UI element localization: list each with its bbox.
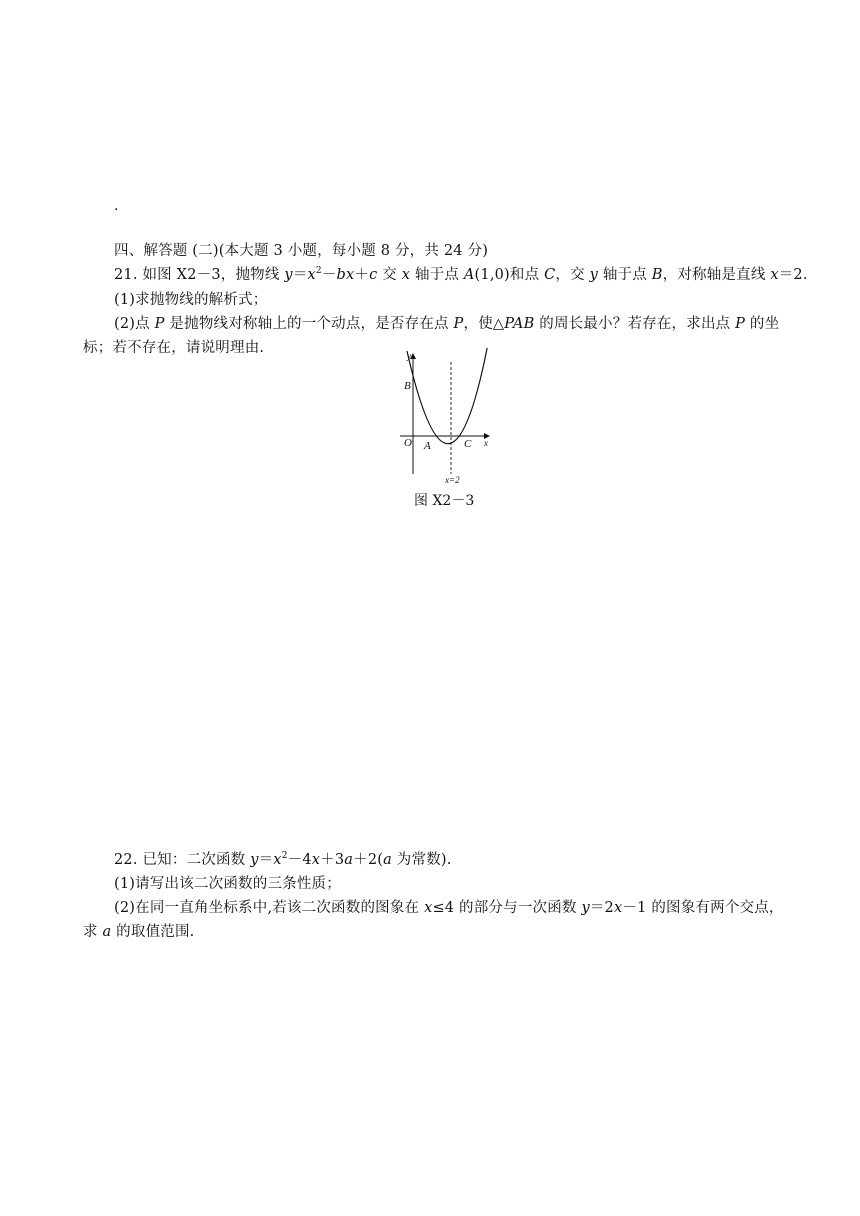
q21-part-2-continued: 标；若不存在，请说明理由. bbox=[83, 340, 265, 356]
q21-line-1: 21. 如图 X2－3，抛物线 $y=x^2-bx+c$ 交 x 轴于点 A(1,0)和点 C，交 y 轴于点 B，对称轴是直线 x＝2. bbox=[114, 266, 808, 283]
q21-part-2: (2)点 P 是抛物线对称轴上的一个动点，是否存在点 P，使△PAB 的周长最小？若存在，求出点 P 的坐 bbox=[114, 316, 780, 332]
origin-label: O bbox=[404, 437, 412, 449]
point-b-label: B bbox=[404, 380, 411, 392]
q22-part-2: (2)在同一直角坐标系中,若该二次函数的图象在 x≤4 的部分与一次函数 y＝2x－1 的图象有两个交点， bbox=[114, 900, 784, 916]
x-axis-label: x bbox=[484, 438, 488, 448]
point-a-label: A bbox=[424, 440, 431, 452]
point-c-label: C bbox=[464, 438, 472, 450]
q22-part-2-continued: 求 a 的取值范围. bbox=[83, 924, 195, 940]
q22-part-1: (1)请写出该二次函数的三条性质； bbox=[114, 876, 341, 892]
q21-part-1: (1)求抛物线的解析式； bbox=[114, 292, 268, 308]
symmetry-axis-label: x=2 bbox=[445, 475, 460, 485]
stray-dot: . bbox=[114, 198, 119, 214]
figure-caption: 图 X2－3 bbox=[414, 493, 475, 509]
q22-line-1: 22. 已知：二次函数 $y=x^2-4x+3a+2(a$ 为常数). bbox=[114, 851, 452, 868]
parabola-curve bbox=[407, 348, 490, 444]
parabola-figure bbox=[394, 348, 494, 488]
section-heading: 四、解答题 (二)(本大题 3 小题，每小题 8 分，共 24 分) bbox=[114, 243, 489, 259]
y-axis-label: y bbox=[407, 351, 411, 361]
